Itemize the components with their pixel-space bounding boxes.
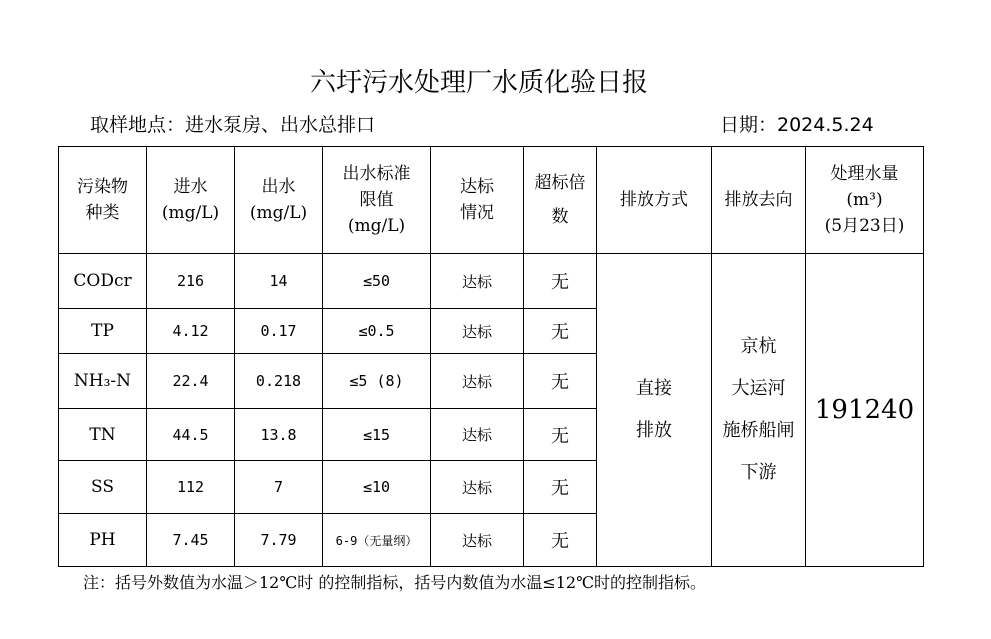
status-cell: 达标 <box>431 354 524 409</box>
inflow-cell: 216 <box>147 254 235 309</box>
exceed-cell: 无 <box>524 254 597 309</box>
outflow-cell: 7.79 <box>235 514 323 567</box>
limit-cell: ≤15 <box>323 409 431 461</box>
inflow-cell: 44.5 <box>147 409 235 461</box>
status-cell: 达标 <box>431 409 524 461</box>
pollutant-cell: TN <box>59 409 147 461</box>
status-cell: 达标 <box>431 461 524 514</box>
treated-volume-cell: 191240 <box>806 254 924 567</box>
header-discharge-method: 排放方式 <box>597 147 712 254</box>
limit-cell: ≤50 <box>323 254 431 309</box>
report-date: 日期：2024.5.24 <box>720 114 874 136</box>
exceed-cell: 无 <box>524 409 597 461</box>
header-pollutant: 污染物 种类 <box>59 147 147 254</box>
header-inflow: 进水 (mg/L) <box>147 147 235 254</box>
table-row <box>59 254 924 309</box>
header-compliance: 达标 情况 <box>431 147 524 254</box>
discharge-destination-cell: 京杭 大运河 施桥船闸 下游 <box>712 254 806 567</box>
pollutant-cell: TP <box>59 309 147 354</box>
status-cell: 达标 <box>431 309 524 354</box>
exceed-cell: 无 <box>524 354 597 409</box>
inflow-cell: 7.45 <box>147 514 235 567</box>
exceed-cell: 无 <box>524 309 597 354</box>
pollutant-cell: SS <box>59 461 147 514</box>
header-volume: 处理水量 (m³) (5月23日) <box>806 147 924 254</box>
header-limit: 出水标准 限值 (mg/L) <box>323 147 431 254</box>
header-exceed: 超标倍 数 <box>524 147 597 254</box>
pollutant-cell: NH₃-N <box>59 354 147 409</box>
sampling-location: 取样地点：进水泵房、出水总排口 <box>90 114 376 136</box>
discharge-method-cell: 直接 排放 <box>597 254 712 567</box>
limit-cell: ≤10 <box>323 461 431 514</box>
header-discharge-destination: 排放去向 <box>712 147 806 254</box>
water-quality-table <box>58 146 924 567</box>
outflow-cell: 14 <box>235 254 323 309</box>
inflow-cell: 22.4 <box>147 354 235 409</box>
pollutant-cell: CODcr <box>59 254 147 309</box>
limit-cell: ≤5 (8) <box>323 354 431 409</box>
inflow-cell: 112 <box>147 461 235 514</box>
exceed-cell: 无 <box>524 461 597 514</box>
header-outflow: 出水 (mg/L) <box>235 147 323 254</box>
exceed-cell: 无 <box>524 514 597 567</box>
limit-cell: ≤0.5 <box>323 309 431 354</box>
outflow-cell: 0.17 <box>235 309 323 354</box>
outflow-cell: 7 <box>235 461 323 514</box>
outflow-cell: 13.8 <box>235 409 323 461</box>
status-cell: 达标 <box>431 514 524 567</box>
inflow-cell: 4.12 <box>147 309 235 354</box>
footnote: 注：括号外数值为水温＞12℃时 的控制指标，括号内数值为水温≤12℃时的控制指标。 <box>83 573 707 592</box>
report-title: 六圩污水处理厂水质化验日报 <box>309 68 648 98</box>
header-row <box>59 147 924 254</box>
pollutant-cell: PH <box>59 514 147 567</box>
limit-cell: 6-9（无量纲） <box>323 514 431 567</box>
status-cell: 达标 <box>431 254 524 309</box>
outflow-cell: 0.218 <box>235 354 323 409</box>
